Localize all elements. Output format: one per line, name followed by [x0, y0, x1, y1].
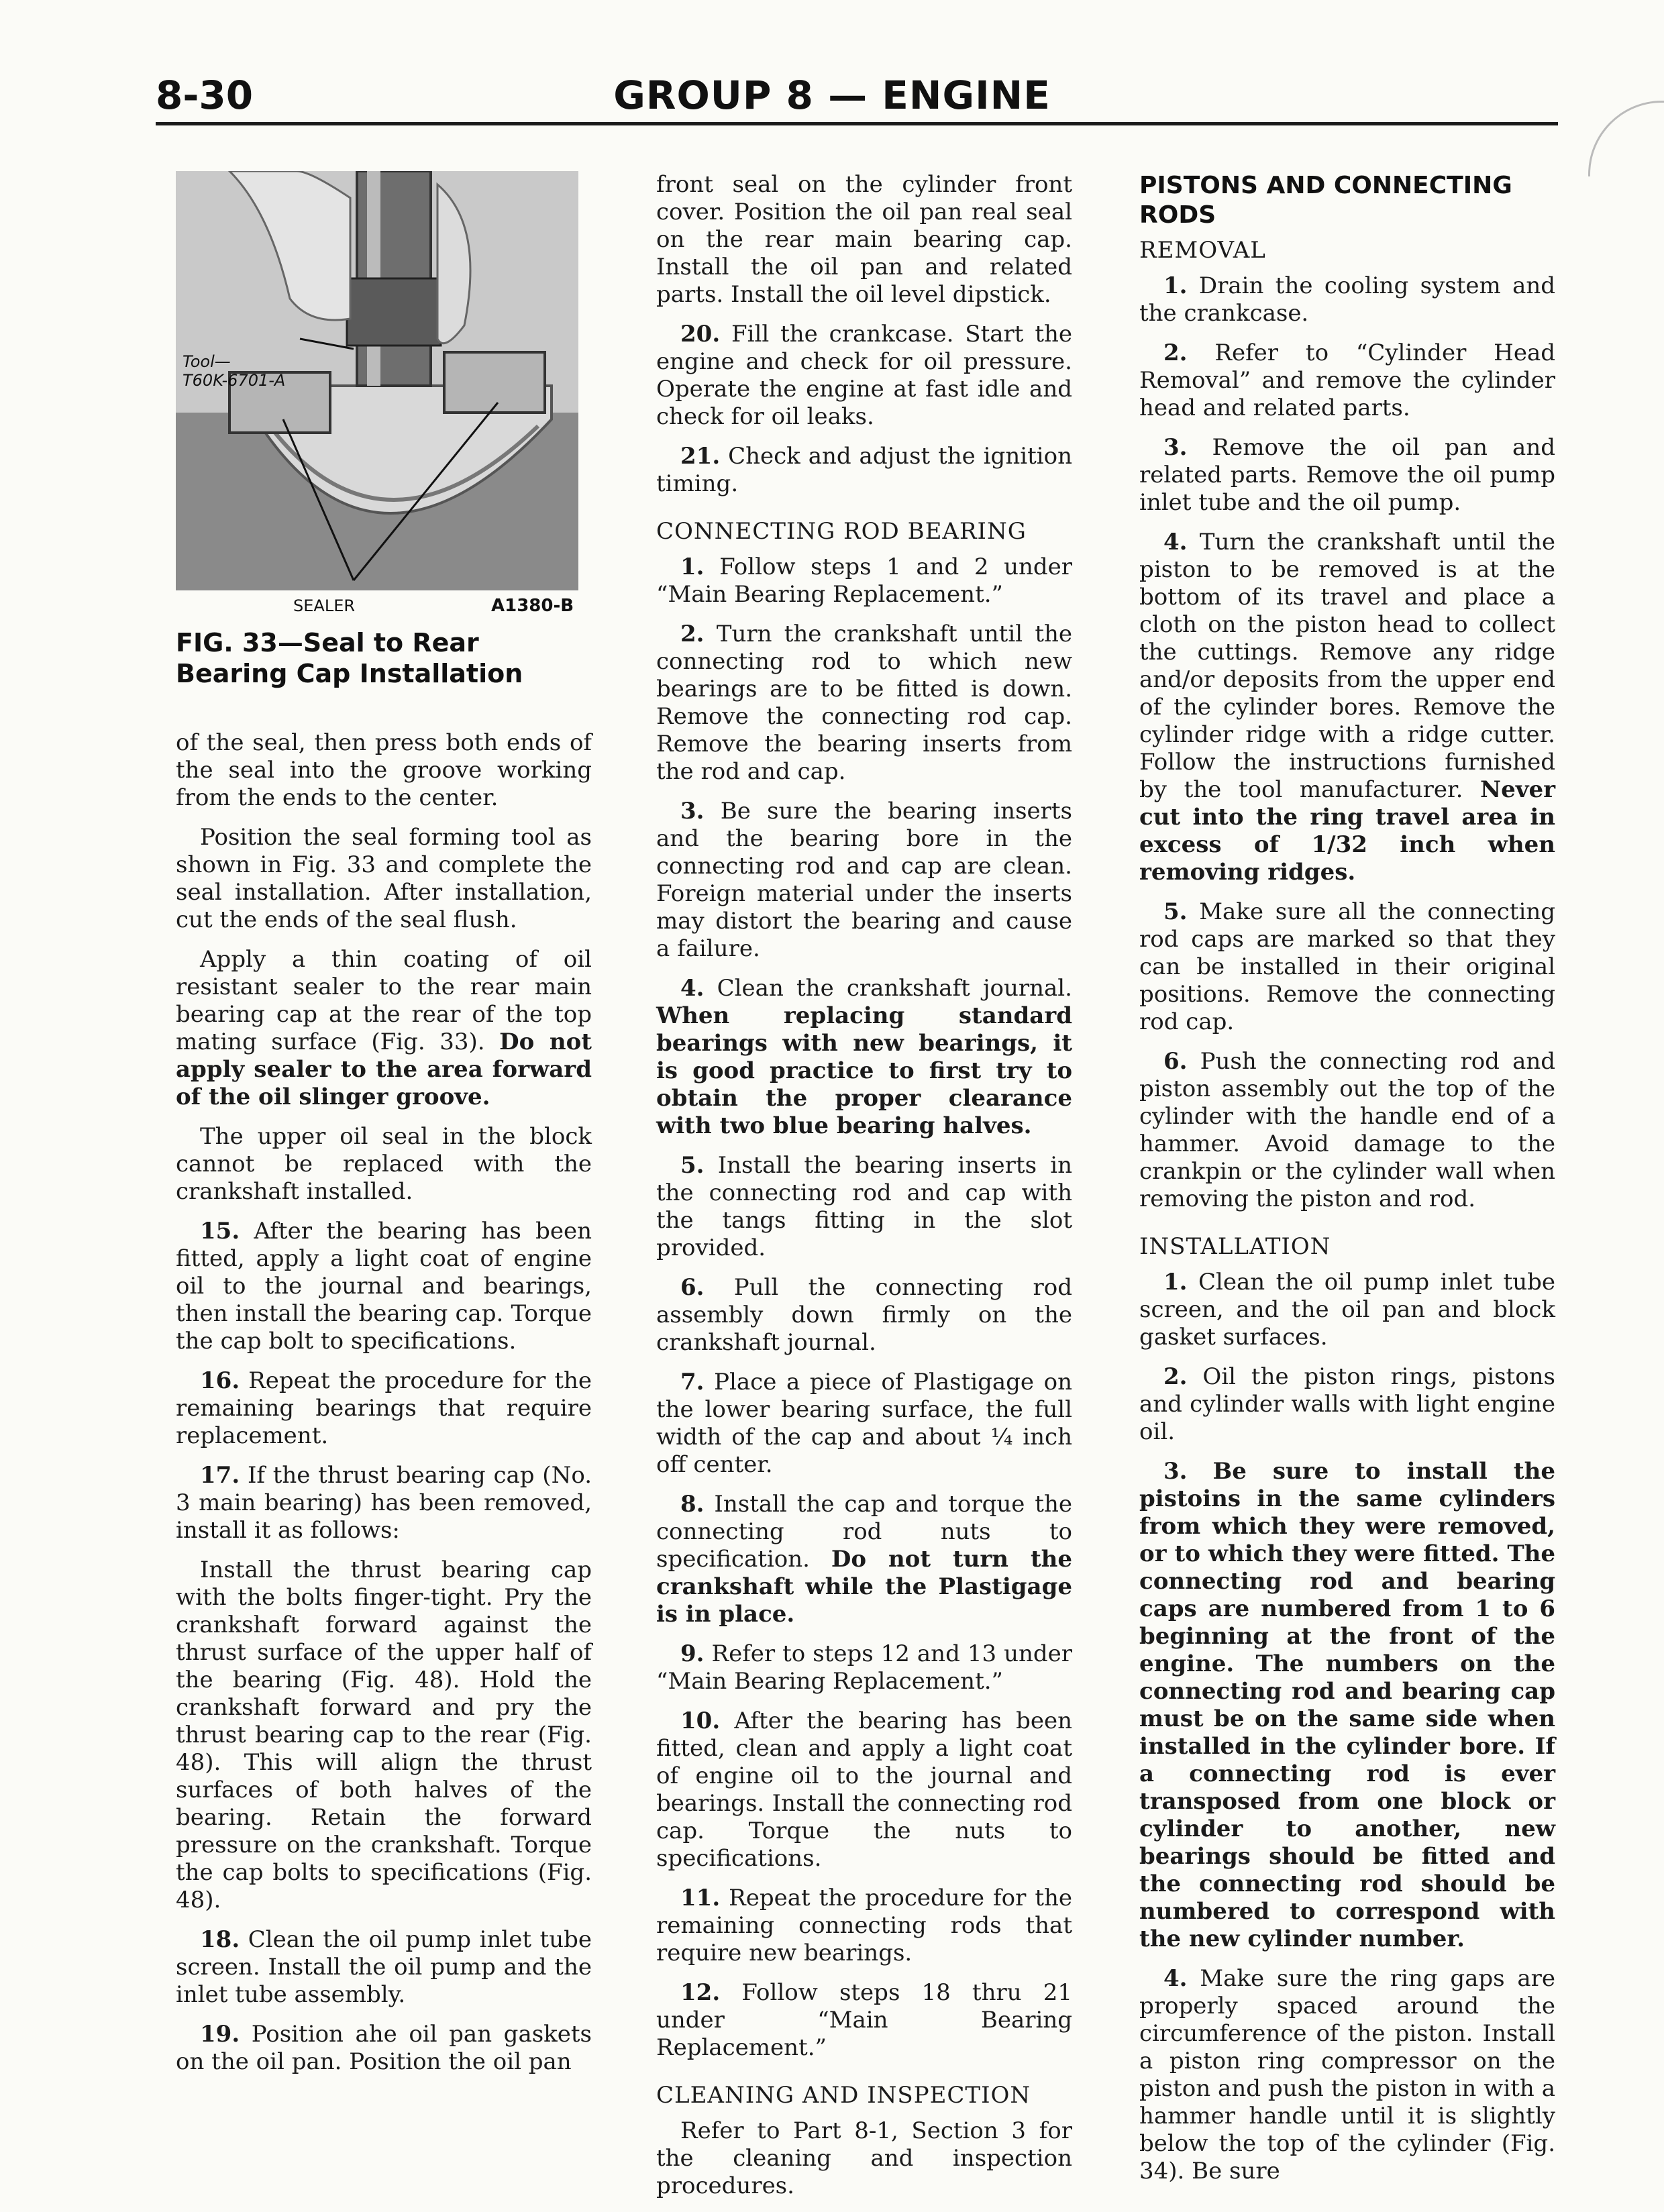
step-number: 20.: [680, 321, 721, 348]
removal-step-3: [1139, 434, 1555, 517]
paragraph-text: Apply a thin coating of oil resistant sealer to the rear main bearing cap at the rear of the top mating surface (Fig. 33).: [176, 946, 592, 1055]
step-text: Make sure all the connecting rod caps are marked so that they can be installed in their original positions. Remove the connecting rod cap.: [1139, 898, 1555, 1035]
removal-step-5: [1139, 898, 1555, 1036]
step-15: [176, 1218, 592, 1355]
step-text: Place a piece of Plastigage on the lower bearing surface, the full width of the cap and about ¼ inch off center.: [656, 1369, 1073, 1478]
step-number: 6.: [1163, 1048, 1188, 1075]
step-10: [656, 1707, 1072, 1873]
figure-33: [176, 171, 592, 616]
step-text: Drain the cooling system and the crankcase.: [1139, 272, 1556, 327]
removal-step-2: [1139, 339, 1555, 422]
step-number: 1.: [1163, 272, 1188, 299]
step-11: [656, 1885, 1072, 1967]
header-rule: [156, 122, 1558, 125]
removal-step-4: [1139, 529, 1555, 886]
step-8: [656, 1491, 1072, 1628]
install-step-4: [1139, 1965, 1555, 2185]
paragraph: Install the thrust bearing cap with the bolts finger-tight. Pry the crankshaft forward against the thrust surface of the upper half of the bearing (Fig. 48). Hold the crankshaft forward and pry the thrust bearing cap to the rear (Fig. 48). This will align the thrust surfaces of both halves of the bearing. Retain the forward pressure on the crankshaft. Torque the cap bolts to specifications (Fig. 48).: [176, 1557, 592, 1913]
column-2: [656, 171, 1072, 2212]
step-text: Oil the piston rings, pistons and cylinder walls with light engine oil.: [1139, 1363, 1556, 1445]
step-9: [656, 1640, 1072, 1695]
paragraph: [176, 946, 592, 1111]
step-text: Repeat the procedure for the remaining bearings that require replacement.: [176, 1367, 592, 1449]
figure-tool-label: Tool— T60K-6701-A: [183, 352, 286, 390]
step-number: 2.: [1163, 339, 1188, 366]
step-number: 12.: [680, 1979, 721, 2006]
step-number: 4.: [1163, 1965, 1188, 1992]
step-18: [176, 1926, 592, 2009]
subheading-removal: REMOVAL: [1139, 237, 1266, 264]
warning-text: Do not turn the crankshaft while the Plastigage is in place.: [656, 1546, 1073, 1628]
step-text: Turn the crankshaft until the connecting rod to which new bearings are to be fitted is down. Remove the connecting rod cap. Remove the bearing inserts from the rod and cap.: [656, 621, 1072, 785]
step-19: [176, 2021, 592, 2076]
step-text: Install the bearing inserts in the connecting rod and cap with the tangs fitting in the slot provided.: [656, 1152, 1072, 1261]
step-number: 2.: [1163, 1363, 1188, 1390]
step-text: Be sure the bearing inserts and the bearing bore in the connecting rod and cap are clean. Foreign material under the inserts may distort the bearing and cause a failure.: [656, 798, 1073, 962]
group-title: GROUP 8 — ENGINE: [613, 72, 1051, 118]
step-number: 3.: [680, 798, 705, 825]
step-text: Follow steps 1 and 2 under “Main Bearing Replacement.”: [656, 554, 1073, 608]
warning-text: Do not apply sealer to the area forward of the oil slinger groove.: [176, 1029, 592, 1110]
step-number: 18.: [200, 1926, 240, 1953]
install-step-2: [1139, 1363, 1555, 1446]
step-text: Remove the oil pan and related parts. Remove the oil pump inlet tube and the oil pump.: [1139, 434, 1555, 516]
section-heading-pistons-connecting-rods: PISTONS AND CONNECTING RODS: [1139, 172, 1512, 229]
step-number: 3.: [1163, 1458, 1188, 1485]
warning-text: When replacing standard bearings with new bearings, it is good practice to first try to obtain the proper clearance with two blue bearing halves.: [656, 1002, 1072, 1139]
removal-step-1: [1139, 272, 1555, 327]
step-number: 10.: [680, 1707, 721, 1734]
paragraph: Position the seal forming tool as shown in Fig. 33 and complete the seal installation. After installation, cut the ends of the seal flush.: [176, 824, 592, 933]
step-text: Refer to steps 12 and 13 under “Main Bearing Replacement.”: [656, 1640, 1072, 1695]
step-text: Repeat the procedure for the remaining connecting rods that require new bearings.: [656, 1885, 1072, 1966]
paragraph: The upper oil seal in the block cannot be replaced with the crankshaft installed.: [176, 1123, 592, 1205]
page-number: 8-30: [156, 72, 254, 118]
warning-text: Never cut into the ring travel area in excess of 1/32 inch when removing ridges.: [1139, 776, 1556, 886]
step-4: [656, 975, 1072, 1140]
section-heading-cleaning-inspection: CLEANING AND INSPECTION: [656, 2082, 1031, 2109]
step-number: 15.: [200, 1218, 240, 1245]
step-5: [656, 1152, 1072, 1262]
step-text: Check and adjust the ignition timing.: [656, 443, 1072, 497]
step-text: After the bearing has been fitted, apply a light coat of engine oil to the journal and bearings, then install the bearing cap. Torque the cap bolt to specifications.: [176, 1218, 592, 1355]
step-text: After the bearing has been fitted, clean and apply a light coat of engine oil to the journal and bearings. Install the connecting rod cap. Torque the nuts to specifications.: [656, 1707, 1072, 1872]
subheading-installation: INSTALLATION: [1139, 1233, 1331, 1260]
step-21: [656, 443, 1072, 498]
install-step-3: [1139, 1458, 1555, 1953]
figure-code: A1380-B: [491, 596, 574, 616]
step-number: 17.: [200, 1462, 240, 1489]
install-step-1: [1139, 1269, 1555, 1351]
step-number: 2.: [680, 621, 705, 647]
page-header: [0, 0, 1664, 134]
step-17: [176, 1462, 592, 1544]
figure-sealer-label: SEALER: [293, 596, 356, 615]
step-number: 1.: [680, 554, 705, 580]
step-number: 8.: [680, 1491, 705, 1518]
section-heading-connecting-rod-bearing: CONNECTING ROD BEARING: [656, 518, 1027, 545]
step-number: 4.: [680, 975, 705, 1002]
column-3: [1139, 171, 1555, 2197]
step-number: 7.: [680, 1369, 705, 1395]
step-1: [656, 554, 1072, 609]
step-text: Clean the oil pump inlet tube screen. Install the oil pump and the inlet tube assembly.: [176, 1926, 592, 2008]
step-number: 6.: [680, 1274, 705, 1301]
step-12: [656, 1979, 1072, 2062]
step-number: 11.: [680, 1885, 721, 1911]
step-text: Make sure the ring gaps are properly spaced around the circumference of the piston. Install a piston ring compressor on the piston and push the piston in with a hammer handle until it is slightly below the top of the cylinder (Fig. 34). Be sure: [1139, 1965, 1556, 2184]
step-text: Push the connecting rod and piston assembly out the top of the cylinder with the handle end of a hammer. Avoid damage to the crankpin or the cylinder wall when removing the piston and rod.: [1139, 1048, 1555, 1212]
step-number: 1.: [1163, 1269, 1188, 1296]
step-text: Position ahe oil pan gaskets on the oil pan. Position the oil pan: [176, 2021, 592, 2075]
step-number: 3.: [1163, 434, 1188, 461]
step-20: [656, 321, 1072, 431]
step-number: 5.: [1163, 898, 1188, 925]
step-number: 5.: [680, 1152, 705, 1179]
step-text: Pull the connecting rod assembly down firmly on the crankshaft journal.: [656, 1274, 1072, 1356]
step-number: 16.: [200, 1367, 240, 1394]
step-text: Clean the oil pump inlet tube screen, and the oil pan and block gasket surfaces.: [1139, 1269, 1555, 1351]
step-number: 19.: [200, 2021, 240, 2048]
column-1: [176, 171, 592, 2088]
step-text: Clean the crankshaft journal.: [717, 975, 1072, 1002]
paragraph: Refer to Part 8-1, Section 3 for the cleaning and inspection procedures.: [656, 2117, 1072, 2199]
warning-text: Be sure to install the pistoins in the same cylinders from which they were removed, or to which they were fitted. The connecting rod and bearing caps are numbered from 1 to 6 beginning at the front of the engine. The numbers on the connecting rod and bearing cap must be on the same side when installed in the cylinder bore. If a connecting rod is ever transposed from one block or cylinder to another, new bearings should be fitted and the connecting rod should be numbered to correspond with the new cylinder number.: [1139, 1458, 1555, 1952]
step-7: [656, 1369, 1072, 1479]
step-number: 21.: [680, 443, 721, 470]
step-text: Install the cap and torque the connecting rod nuts to specification.: [656, 1491, 1072, 1573]
paragraph: of the seal, then press both ends of the seal into the groove working from the ends to the center.: [176, 729, 592, 811]
removal-step-6: [1139, 1048, 1555, 1213]
step-text: If the thrust bearing cap (No. 3 main bearing) has been removed, install it as follows:: [176, 1462, 592, 1544]
step-16: [176, 1367, 592, 1450]
step-text: Turn the crankshaft until the piston to be removed is at the bottom of its travel and place a cloth on the piston head to collect the cuttings. Remove any ridge and/or deposits from the upper end of the cylinder bores. Remove the cylinder ridge with a ridge cutter. Follow the instructions furnished by the tool manufacturer.: [1139, 529, 1555, 803]
step-text: Follow steps 18 thru 21 under “Main Bearing Replacement.”: [656, 1979, 1073, 2061]
step-text: Fill the crankcase. Start the engine and check for oil pressure. Operate the engine at fast idle and check for oil leaks.: [656, 321, 1072, 430]
step-6: [656, 1274, 1072, 1357]
step-number: 4.: [1163, 529, 1188, 556]
figure-caption: FIG. 33—Seal to Rear Bearing Cap Installation: [176, 628, 523, 688]
paragraph: front seal on the cylinder front cover. Position the oil pan real seal on the rear main bearing cap. Install the oil pan and related parts. Install the oil level dipstick.: [656, 171, 1072, 308]
step-3: [656, 798, 1072, 963]
step-number: 9.: [680, 1640, 705, 1667]
step-2: [656, 621, 1072, 786]
step-text: Refer to “Cylinder Head Removal” and remove the cylinder head and related parts.: [1139, 339, 1555, 421]
